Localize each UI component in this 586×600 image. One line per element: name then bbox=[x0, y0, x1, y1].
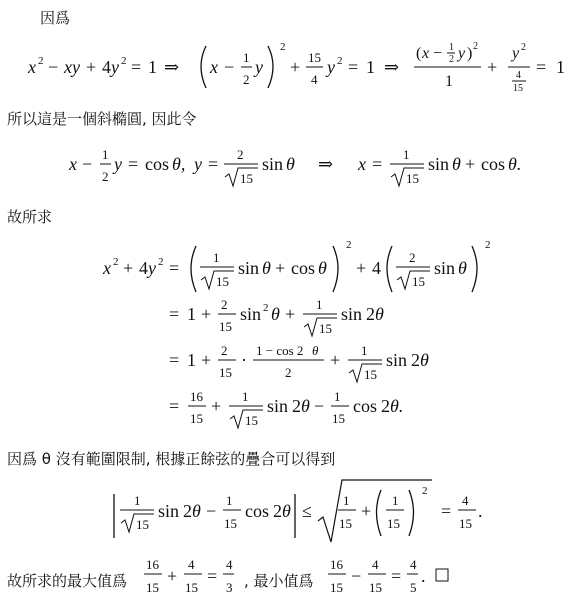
svg-text:−: − bbox=[314, 396, 325, 416]
svg-text:4: 4 bbox=[516, 70, 521, 81]
svg-text:2: 2 bbox=[158, 256, 164, 268]
svg-text:+: + bbox=[123, 258, 134, 278]
paragraph-because: 因爲 bbox=[40, 9, 71, 27]
svg-text:+: + bbox=[356, 258, 367, 278]
svg-text:y: y bbox=[194, 154, 202, 174]
svg-text:2: 2 bbox=[409, 250, 416, 265]
svg-text:1: 1 bbox=[334, 389, 341, 404]
svg-text:+: + bbox=[167, 566, 178, 586]
svg-text:+: + bbox=[487, 57, 498, 77]
svg-text:θ: θ bbox=[458, 258, 467, 278]
svg-text:1: 1 bbox=[213, 250, 220, 265]
svg-text:1: 1 bbox=[102, 147, 109, 162]
svg-text:2: 2 bbox=[280, 41, 286, 53]
svg-text:2: 2 bbox=[292, 396, 301, 416]
svg-text:15: 15 bbox=[240, 171, 253, 186]
svg-text:θ: θ bbox=[420, 350, 429, 370]
svg-text:θ.: θ. bbox=[508, 154, 522, 174]
svg-text:1: 1 bbox=[556, 57, 565, 77]
svg-text:2: 2 bbox=[346, 239, 352, 251]
svg-text:cos: cos bbox=[353, 396, 377, 416]
svg-text:2: 2 bbox=[102, 169, 109, 184]
svg-text:2: 2 bbox=[38, 55, 44, 67]
svg-text:−: − bbox=[48, 57, 59, 77]
svg-text:15: 15 bbox=[513, 83, 523, 94]
svg-text:16: 16 bbox=[330, 557, 343, 572]
svg-text:2: 2 bbox=[366, 304, 375, 324]
svg-text:4: 4 bbox=[311, 72, 318, 87]
svg-text:4: 4 bbox=[372, 258, 381, 278]
svg-text:θ: θ bbox=[271, 304, 280, 324]
svg-text:1: 1 bbox=[226, 493, 233, 508]
svg-text:=: = bbox=[131, 57, 142, 77]
svg-text:2: 2 bbox=[449, 54, 454, 65]
svg-text:1: 1 bbox=[403, 147, 410, 162]
svg-text:θ: θ bbox=[262, 258, 271, 278]
qed-square-icon bbox=[436, 569, 448, 581]
svg-text:θ: θ bbox=[318, 258, 327, 278]
svg-text:θ: θ bbox=[192, 501, 201, 521]
svg-text:4: 4 bbox=[139, 258, 148, 278]
svg-text:=: = bbox=[441, 501, 452, 521]
svg-text:=: = bbox=[128, 154, 139, 174]
svg-text:2: 2 bbox=[422, 485, 428, 497]
svg-text:+: + bbox=[201, 350, 212, 370]
svg-text:5: 5 bbox=[410, 580, 417, 595]
svg-text:y: y bbox=[512, 45, 520, 62]
svg-text:2: 2 bbox=[521, 42, 526, 53]
svg-text:+: + bbox=[275, 258, 286, 278]
svg-text:cos: cos bbox=[145, 154, 169, 174]
svg-text:2: 2 bbox=[485, 239, 491, 251]
svg-text:=: = bbox=[169, 396, 180, 416]
svg-text:⇒: ⇒ bbox=[318, 154, 334, 174]
svg-text:sin: sin bbox=[428, 154, 450, 174]
svg-text:2: 2 bbox=[221, 297, 228, 312]
svg-text:16: 16 bbox=[190, 389, 203, 404]
svg-text:y: y bbox=[114, 154, 122, 174]
svg-text:15: 15 bbox=[319, 321, 332, 336]
svg-text:2: 2 bbox=[285, 365, 292, 380]
svg-text:1 − cos 2: 1 − cos 2 bbox=[256, 343, 304, 358]
svg-text:3: 3 bbox=[226, 580, 233, 595]
svg-text:1: 1 bbox=[134, 493, 141, 508]
svg-text:4: 4 bbox=[410, 557, 417, 572]
svg-text:+: + bbox=[465, 154, 476, 174]
svg-text:+: + bbox=[290, 57, 301, 77]
svg-text:⇒: ⇒ bbox=[164, 57, 180, 77]
svg-text:2: 2 bbox=[221, 343, 228, 358]
svg-text:2: 2 bbox=[183, 501, 192, 521]
svg-text:x: x bbox=[28, 57, 36, 77]
svg-text:15: 15 bbox=[224, 516, 237, 531]
svg-text:.: . bbox=[421, 566, 426, 586]
svg-text:x: x bbox=[69, 154, 77, 174]
svg-text:2: 2 bbox=[243, 72, 250, 87]
svg-text:θ: θ bbox=[312, 343, 319, 358]
svg-text:y: y bbox=[255, 57, 263, 77]
svg-text:cos: cos bbox=[481, 154, 505, 174]
svg-text:15: 15 bbox=[332, 411, 345, 426]
svg-text:4: 4 bbox=[372, 557, 379, 572]
svg-text:2: 2 bbox=[237, 147, 244, 162]
equation-max-min bbox=[144, 557, 448, 595]
svg-text:1: 1 bbox=[242, 389, 249, 404]
svg-text:2: 2 bbox=[121, 55, 127, 67]
svg-text:cos: cos bbox=[291, 258, 315, 278]
equation-parametrization bbox=[68, 147, 521, 186]
svg-text:θ: θ bbox=[282, 501, 291, 521]
svg-text:−: − bbox=[351, 566, 362, 586]
svg-text:15: 15 bbox=[136, 517, 149, 532]
svg-text:4: 4 bbox=[188, 557, 195, 572]
svg-text:1: 1 bbox=[445, 73, 453, 90]
svg-text:15: 15 bbox=[459, 516, 472, 531]
svg-text:2: 2 bbox=[473, 41, 478, 52]
svg-text:15: 15 bbox=[406, 171, 419, 186]
svg-text:+: + bbox=[86, 57, 97, 77]
svg-text:1: 1 bbox=[392, 493, 399, 508]
svg-text:θ.: θ. bbox=[390, 396, 404, 416]
svg-text:y: y bbox=[327, 57, 335, 77]
svg-text:θ,: θ, bbox=[172, 154, 186, 174]
svg-text:θ: θ bbox=[452, 154, 461, 174]
equation-expansion bbox=[102, 239, 491, 428]
svg-text:1: 1 bbox=[361, 343, 368, 358]
svg-text:2: 2 bbox=[273, 501, 282, 521]
svg-text:θ: θ bbox=[301, 396, 310, 416]
svg-text:1: 1 bbox=[243, 50, 250, 65]
svg-text:xy: xy bbox=[64, 57, 80, 77]
svg-text:−: − bbox=[433, 45, 443, 62]
svg-text:1: 1 bbox=[343, 493, 350, 508]
svg-text:=: = bbox=[536, 57, 547, 77]
equation-ellipse-rewrite bbox=[27, 41, 565, 94]
svg-text:2: 2 bbox=[113, 256, 119, 268]
svg-text:·: · bbox=[241, 350, 247, 370]
paragraph-slanted-ellipse: 所以這是一個斜橢圓, 因此令 bbox=[7, 110, 197, 128]
svg-text:x: x bbox=[103, 258, 111, 278]
svg-text:1: 1 bbox=[366, 57, 375, 77]
svg-text:cos: cos bbox=[245, 501, 269, 521]
svg-text:2: 2 bbox=[381, 396, 390, 416]
svg-text:): ) bbox=[467, 45, 473, 62]
svg-text:≤: ≤ bbox=[302, 501, 312, 521]
svg-text:y: y bbox=[458, 45, 466, 62]
svg-text:+: + bbox=[211, 396, 222, 416]
svg-text:4: 4 bbox=[462, 493, 469, 508]
svg-text:1: 1 bbox=[316, 297, 323, 312]
svg-text:15: 15 bbox=[412, 274, 425, 289]
equation-bound bbox=[114, 480, 483, 542]
svg-text:x: x bbox=[422, 45, 430, 62]
svg-text:=: = bbox=[391, 566, 402, 586]
svg-text:+: + bbox=[285, 304, 296, 324]
svg-text:15: 15 bbox=[219, 365, 232, 380]
svg-text:x: x bbox=[210, 57, 218, 77]
svg-text:15: 15 bbox=[146, 580, 159, 595]
svg-text:15: 15 bbox=[216, 274, 229, 289]
svg-text:15: 15 bbox=[190, 411, 203, 426]
svg-text:⇒: ⇒ bbox=[384, 57, 400, 77]
svg-text:sin: sin bbox=[262, 154, 284, 174]
svg-text:16: 16 bbox=[146, 557, 159, 572]
svg-text:=: = bbox=[207, 566, 218, 586]
svg-text:(: ( bbox=[416, 45, 422, 62]
svg-text:sin: sin bbox=[158, 501, 180, 521]
svg-text:y: y bbox=[111, 57, 119, 77]
svg-text:sin: sin bbox=[434, 258, 456, 278]
svg-text:=: = bbox=[348, 57, 359, 77]
svg-text:=: = bbox=[208, 154, 219, 174]
svg-text:4: 4 bbox=[102, 57, 111, 77]
svg-text:+: + bbox=[201, 304, 212, 324]
paragraph-min-label: , 最小值爲 bbox=[244, 572, 314, 590]
svg-text:15: 15 bbox=[387, 516, 400, 531]
svg-text:1: 1 bbox=[148, 57, 157, 77]
svg-text:sin: sin bbox=[341, 304, 363, 324]
svg-text:=: = bbox=[169, 304, 180, 324]
svg-text:15: 15 bbox=[308, 50, 321, 65]
svg-text:2: 2 bbox=[337, 55, 343, 67]
svg-text:1: 1 bbox=[449, 42, 454, 53]
paragraph-max-label: 故所求的最大值爲 bbox=[7, 572, 128, 590]
svg-text:15: 15 bbox=[364, 367, 377, 382]
svg-text:+: + bbox=[330, 350, 341, 370]
svg-text:15: 15 bbox=[185, 580, 198, 595]
svg-text:1: 1 bbox=[187, 304, 196, 324]
svg-text:.: . bbox=[478, 501, 483, 521]
svg-text:sin: sin bbox=[267, 396, 289, 416]
svg-text:θ: θ bbox=[375, 304, 384, 324]
svg-text:2: 2 bbox=[263, 302, 269, 314]
svg-text:15: 15 bbox=[245, 413, 258, 428]
svg-text:1: 1 bbox=[187, 350, 196, 370]
svg-text:=: = bbox=[169, 258, 180, 278]
paragraph-so-find: 故所求 bbox=[7, 208, 53, 226]
svg-text:15: 15 bbox=[369, 580, 382, 595]
svg-text:4: 4 bbox=[226, 557, 233, 572]
svg-text:15: 15 bbox=[339, 516, 352, 531]
svg-text:=: = bbox=[372, 154, 383, 174]
svg-text:y: y bbox=[148, 258, 156, 278]
svg-text:=: = bbox=[169, 350, 180, 370]
svg-text:sin: sin bbox=[386, 350, 408, 370]
svg-text:sin: sin bbox=[240, 304, 262, 324]
svg-text:2: 2 bbox=[411, 350, 420, 370]
svg-text:+: + bbox=[361, 501, 372, 521]
paragraph-no-range-limit: 因爲 θ 沒有範圍限制, 根據正餘弦的疊合可以得到 bbox=[7, 450, 336, 468]
svg-text:x: x bbox=[358, 154, 366, 174]
svg-text:15: 15 bbox=[330, 580, 343, 595]
svg-text:−: − bbox=[82, 154, 93, 174]
svg-text:θ: θ bbox=[286, 154, 295, 174]
svg-text:−: − bbox=[224, 57, 235, 77]
svg-text:sin: sin bbox=[238, 258, 260, 278]
svg-text:−: − bbox=[206, 501, 217, 521]
svg-text:15: 15 bbox=[219, 319, 232, 334]
